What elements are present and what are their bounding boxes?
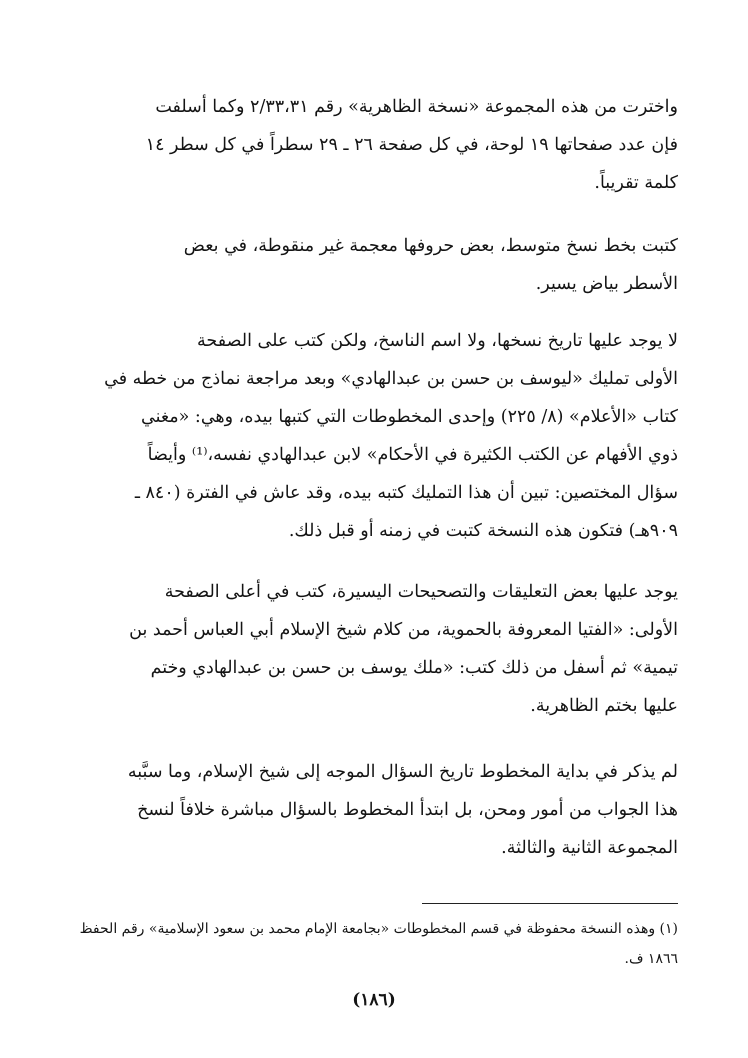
paragraph-manuscript-start [68,753,678,867]
text-line: واخترت من هذه المجموعة «نسخة الظاهرية» رقم ٢/٣٣،٣١ وكما أسلفت [155,97,678,117]
footnote-divider [422,903,678,904]
text-line: لا يوجد عليها تاريخ نسخها، ولا اسم الناسخ، ولكن كتب على الصفحة [197,331,678,351]
paragraph-annotations [68,573,678,725]
paragraph-ownership-date [68,322,678,550]
text-line: كتاب «الأعلام» (٨/ ٢٢٥) وإحدى المخطوطات التي كتبها بيده، وهي: «مغني [140,407,678,427]
text-line: فإن عدد صفحاتها ١٩ لوحة، في كل صفحة ٢٦ ـ ٢٩ سطراً في كل سطر ١٤ [145,135,678,155]
text-line: عليها بختم الظاهرية. [530,696,678,716]
footnote [68,914,678,974]
paragraph-copy-description [68,88,678,202]
text-line: تيمية» ثم أسفل من ذلك كتب: «ملك يوسف بن حسن بن عبدالهادي وختم [150,658,678,678]
footnote-line: (١) وهذه النسخة محفوظة في قسم المخطوطات «بجامعة الإمام محمد بن سعود الإسلامية» رقم الحفظ [79,921,678,937]
text-line: المجموعة الثانية والثالثة. [501,838,678,858]
footnote-line: ١٨٦٦ ف. [624,951,678,967]
text-line: الأولى تمليك «ليوسف بن حسن بن عبدالهادي» وبعد مراجعة نماذج من خطه في [104,369,678,389]
paragraph-script-style [68,227,678,303]
text-line: سؤال المختصين: تبين أن هذا التمليك كتبه بيده، وقد عاش في الفترة (٨٤٠ ـ [134,483,678,503]
text-line: الأسطر بياض يسير. [535,274,678,294]
text-line: ٩٠٩هـ) فتكون هذه النسخة كتبت في زمنه أو قبل ذلك. [288,521,678,541]
text-line: ذوي الأفهام عن الكتب الكثيرة في الأحكام» لابن عبدالهادي نفسه،⁽¹⁾ وأيضاً [147,445,678,465]
text-line: كلمة تقريباً. [594,173,678,193]
page-number: (١٨٦) [352,990,396,1010]
text-line: لم يذكر في بداية المخطوط تاريخ السؤال الموجه إلى شيخ الإسلام، وما سبَّبه [127,762,678,782]
text-line: الأولى: «الفتيا المعروفة بالحموية، من كلام شيخ الإسلام أبي العباس أحمد بن [129,620,678,640]
text-line: يوجد عليها بعض التعليقات والتصحيحات اليسيرة، كتب في أعلى الصفحة [164,582,678,602]
text-line: كتبت بخط نسخ متوسط، بعض حروفها معجمة غير منقوطة، في بعض [183,236,678,256]
text-line: هذا الجواب من أمور ومحن، بل ابتدأ المخطوط بالسؤال مباشرة خلافاً لنسخ [137,800,678,820]
